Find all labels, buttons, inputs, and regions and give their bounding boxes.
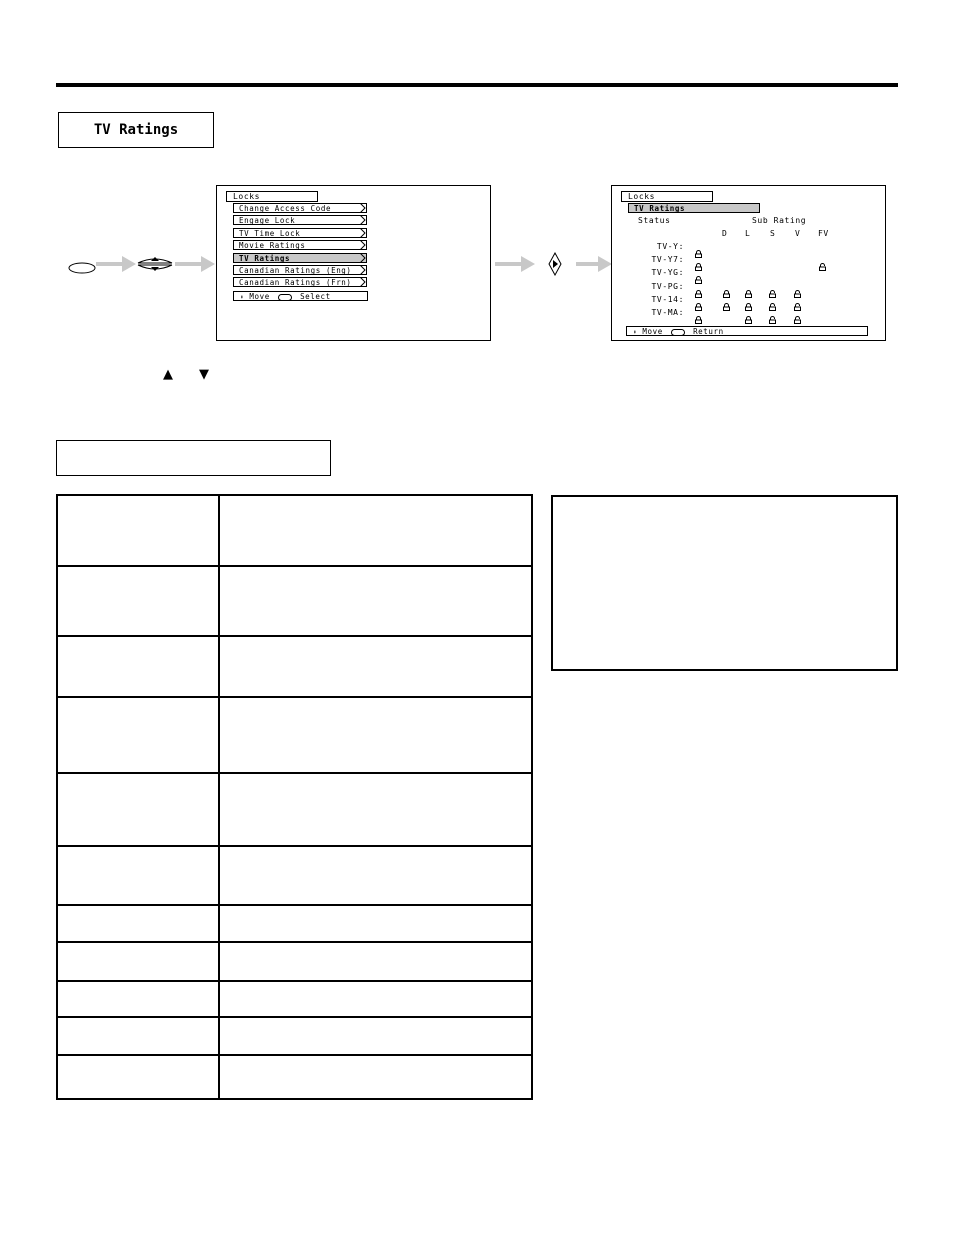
table-row (58, 847, 531, 906)
lock-icon[interactable] (745, 309, 752, 317)
column-header: L (745, 229, 751, 238)
rating-label: TV-YG: (651, 268, 684, 278)
menu-item[interactable] (233, 240, 367, 250)
status-label: Status (638, 216, 671, 225)
locks-tab-label: Locks (233, 192, 261, 201)
note-box (551, 495, 898, 671)
lock-icon[interactable] (695, 309, 702, 317)
flow-arrow-icon (576, 256, 612, 272)
lock-icon[interactable] (695, 296, 702, 304)
column-header: V (795, 229, 801, 238)
help-select-label: Select (300, 292, 331, 301)
lock-icon[interactable] (723, 296, 730, 304)
rating-label: TV-14: (651, 294, 684, 304)
up-arrow-icon: ▲ (163, 367, 173, 382)
locks-tab[interactable] (226, 191, 318, 202)
menu-item[interactable] (233, 277, 367, 287)
menu-item[interactable] (233, 228, 367, 238)
locks-tab[interactable] (621, 191, 713, 202)
unlock-icon[interactable] (794, 296, 801, 304)
chevron-right-icon (360, 277, 366, 289)
table-row (58, 567, 531, 637)
updown-icon: ⬍ (633, 329, 638, 336)
help-bar (233, 291, 368, 301)
menu-item-label: Canadian Ratings (Eng) (239, 266, 352, 275)
menu-item[interactable] (233, 265, 367, 275)
table-row (58, 774, 531, 847)
top-rule (56, 83, 898, 87)
table-row (58, 1018, 531, 1056)
sub-rating-label: Sub Rating (752, 216, 807, 225)
flow-arrow-icon (495, 256, 535, 272)
unlock-icon[interactable] (794, 309, 801, 317)
right-arrow-button-icon[interactable] (547, 252, 563, 276)
tv-ratings-screen (611, 185, 886, 341)
lock-icon[interactable] (745, 296, 752, 304)
select-button-icon (278, 294, 292, 301)
rating-label: TV-MA: (651, 308, 684, 317)
flow-arrow-icon (175, 256, 215, 272)
select-button-icon (671, 329, 685, 336)
ratings-table (56, 494, 533, 1100)
chevron-right-icon (360, 253, 366, 265)
menu-item[interactable] (233, 203, 367, 213)
table-row (58, 698, 531, 774)
table-row (58, 496, 531, 567)
menu-item-label: Change Access Code (239, 204, 332, 213)
subsection-heading-box (56, 440, 331, 476)
locks-menu-screen (216, 185, 491, 341)
unlock-icon[interactable] (794, 283, 801, 291)
table-row (58, 943, 531, 982)
chevron-right-icon (360, 215, 366, 227)
help-move-label: Move (249, 292, 270, 301)
help-move-label: Move (642, 327, 663, 336)
chevron-right-icon (360, 203, 366, 215)
table-row (58, 906, 531, 943)
unlock-icon[interactable] (769, 296, 776, 304)
rating-label: TV-Y: (656, 242, 684, 251)
menu-item-label: Movie Ratings (239, 241, 306, 251)
unlock-icon[interactable] (819, 256, 826, 264)
up-down-button-icon[interactable] (136, 254, 174, 274)
table-row (58, 1056, 531, 1098)
tv-ratings-subtab[interactable] (628, 203, 760, 213)
down-arrow-icon: ▼ (199, 367, 209, 382)
table-row (58, 637, 531, 698)
table-row (58, 982, 531, 1018)
unlock-icon[interactable] (695, 269, 702, 277)
rating-label: TV-Y7: (651, 255, 684, 265)
chevron-right-icon (360, 240, 366, 252)
table-column-divider (218, 496, 220, 1098)
column-header: S (770, 229, 776, 238)
column-header: D (722, 229, 728, 238)
menu-item[interactable] (233, 215, 367, 225)
help-bar (626, 326, 868, 336)
updown-icon: ⬍ (240, 294, 245, 301)
unlock-icon[interactable] (769, 283, 776, 291)
menu-item-label: TV Time Lock (239, 228, 301, 238)
menu-button-icon[interactable] (68, 259, 96, 271)
flow-arrow-icon (96, 256, 136, 272)
lock-icon[interactable] (723, 283, 730, 291)
lock-icon[interactable] (695, 243, 702, 251)
lock-icon[interactable] (695, 283, 702, 291)
chevron-right-icon (360, 228, 366, 240)
help-return-label: Return (693, 327, 724, 336)
menu-item-label: Canadian Ratings (Frn) (239, 278, 352, 288)
column-header: FV (818, 229, 829, 238)
chevron-right-icon (360, 265, 366, 277)
section-title: TV Ratings (58, 112, 214, 148)
lock-icon[interactable] (745, 283, 752, 291)
tv-ratings-subtab-label: TV Ratings (634, 204, 686, 213)
menu-item[interactable] (233, 253, 367, 263)
lock-icon[interactable] (695, 256, 702, 264)
unlock-icon[interactable] (769, 309, 776, 317)
rating-label: TV-PG: (651, 281, 684, 291)
menu-item-label: Engage Lock (239, 216, 296, 226)
menu-item-label: TV Ratings (239, 253, 291, 263)
locks-tab-label: Locks (628, 192, 656, 201)
